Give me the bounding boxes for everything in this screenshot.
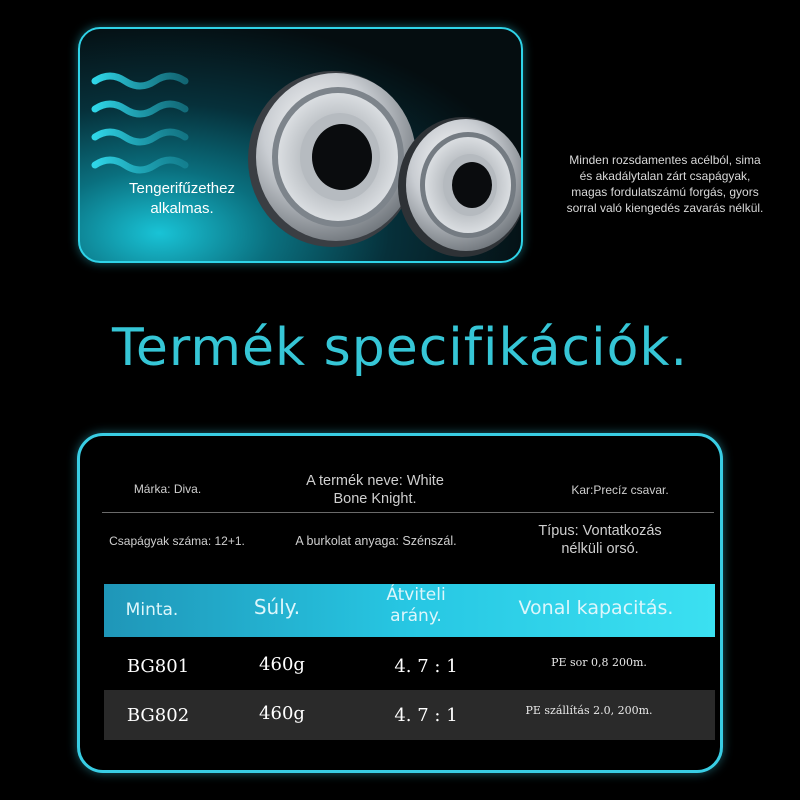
description-line4: sorral való kiengedés zavarás nélkül.	[566, 201, 764, 215]
small-bearing	[398, 117, 523, 257]
spec-bearings: Csapágyak száma: 12+1.	[109, 534, 245, 548]
spec-type-line1: Típus: Vontatkozás	[538, 523, 662, 539]
section-title: Termék specifikációk.	[111, 318, 689, 378]
feature-card	[78, 27, 523, 263]
header-ratio-line2: arány.	[390, 606, 442, 626]
cell-model: BG802	[126, 705, 190, 726]
cell-weight: 460g	[259, 654, 305, 675]
spec-product-name	[260, 472, 490, 508]
spec-card	[77, 433, 723, 773]
cell-model: BG801	[126, 656, 190, 677]
table-row	[104, 690, 715, 740]
spec-material: A burkolat anyaga: Szénszál.	[295, 534, 457, 548]
cell-weight: 460g	[259, 703, 305, 724]
spec-type	[510, 522, 690, 558]
large-bearing	[248, 71, 416, 247]
header-weight: Súly.	[253, 595, 301, 619]
feature-label-line2: alkalmas.	[150, 200, 214, 217]
bearing-image	[240, 59, 523, 263]
header-model: Minta.	[125, 600, 179, 620]
description-line1: Minden rozsdamentes acélból, sima	[569, 153, 761, 167]
description-line2: és akadálytalan zárt csapágyak,	[579, 169, 751, 183]
spec-arm: Kar:Precíz csavar.	[571, 483, 669, 497]
cell-capacity: PE sor 0,8 200m.	[551, 656, 647, 669]
feature-label-line1: Tengerifűzethez	[129, 180, 235, 197]
spec-brand: Márka: Diva.	[133, 482, 202, 496]
cell-capacity: PE szállítás 2.0, 200m.	[525, 704, 653, 717]
spec-product-name-line1: A termék neve: White	[306, 473, 444, 489]
table-header	[104, 584, 715, 637]
spec-type-line2: nélküli orsó.	[561, 541, 639, 557]
spec-divider	[102, 512, 714, 513]
waves-icon	[90, 69, 190, 179]
spec-product-name-line2: Bone Knight.	[333, 491, 417, 507]
header-ratio-line1: Átviteli	[386, 585, 446, 605]
table-row	[104, 642, 715, 692]
feature-label	[102, 179, 262, 219]
description-line3: magas fordulatszámú forgás, gyors	[571, 185, 759, 199]
header-ratio	[366, 585, 466, 627]
header-capacity: Vonal kapacitás.	[518, 597, 674, 619]
cell-ratio: 4. 7 : 1	[394, 705, 458, 726]
feature-description	[540, 152, 790, 216]
cell-ratio: 4. 7 : 1	[394, 656, 458, 677]
